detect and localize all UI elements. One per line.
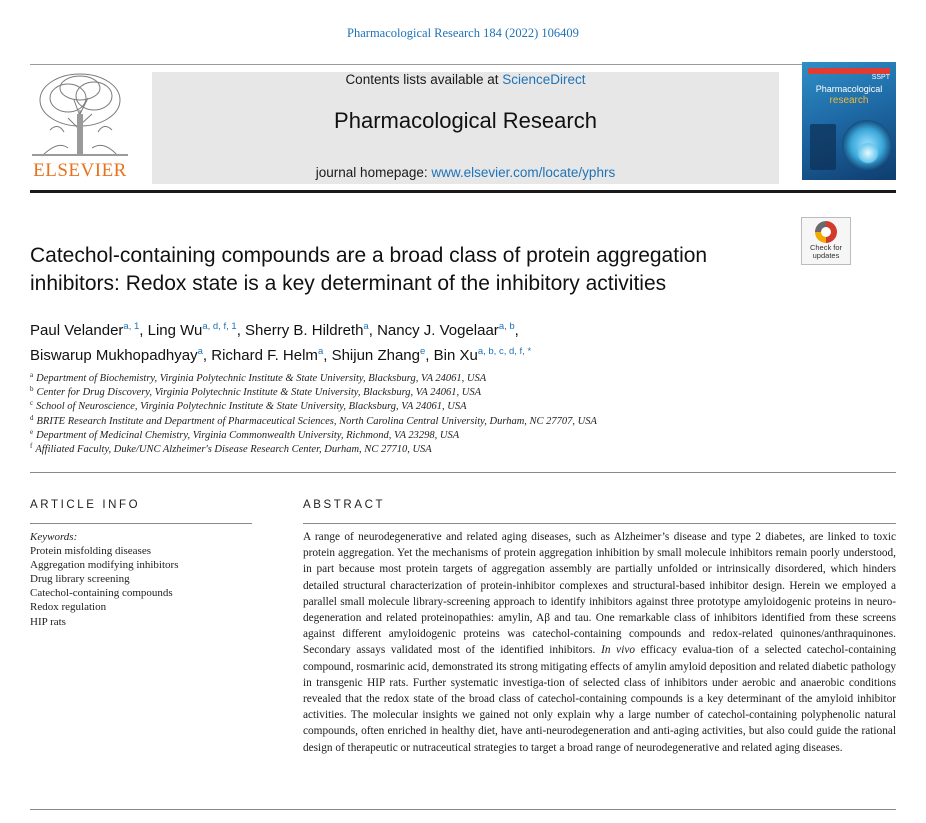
cover-tag: SSPT — [871, 74, 890, 81]
journal-citation[interactable]: Pharmacological Research 184 (2022) 106409 — [347, 26, 579, 40]
author-line2: Biswarup Mukhopadhyay$^a$, Richard F. Helm$^a$, Shijun Zhang$^e$, Bin $Xu^{a, b, c, d, f, *}$ — [30, 346, 532, 364]
affiliation-list — [30, 372, 890, 457]
keyword-item: Redox regulation — [30, 601, 107, 614]
affiliation-text: Center for Drug Discovery, Virginia Polytechnic Institute & State University, Blacksburg, VA 24061, USA — [36, 387, 482, 399]
banner-divider — [30, 190, 896, 193]
article-info-heading: ARTICLE INFO — [30, 499, 141, 511]
journal-cover[interactable] — [802, 62, 896, 180]
article-title-line1: Catechol-containing compounds are a broad class of protein aggregation — [30, 244, 708, 267]
elsevier-logo — [28, 70, 132, 182]
sciencedirect-link[interactable]: ScienceDirect — [502, 72, 586, 87]
cover-graphic — [857, 142, 879, 164]
affiliation-text: Affiliated Faculty, Duke/UNC Alzheimer's Disease Research Center, Durham, NC 27710, USA — [35, 444, 432, 456]
affiliation-item — [30, 429, 890, 443]
affiliation-mark: b — [30, 385, 34, 394]
abstract-part2: efficacy evalua-tion of a selected catechol-containing compound, rosmarinic acid, demonstrated its strong mitigating effects of amylin amyloid deposition and related diabetic pathology in transgenic HIP rats. Further systematic investiga-tion of selected class of inhibitors under aerobic and anaerobic conditions revealed that the redox state of the broad class of catechol-containing compounds is a key determinant of the amyloid inhibitor activities. The molecular insights we gained not only explain why a large number of catechol-containing polyphenolic natural compounds, often enriched in healthy diet, have anti-neurodegeneration and anti-aging activities, but also could guide the rational design of therapeutic or nutraceutical strategies to target a broad range of neurodegenerative and related aging diseases. — [303, 644, 896, 754]
author-affiliation-link[interactable]: a, 1 — [123, 321, 140, 332]
keywords-list — [30, 530, 252, 629]
cover-title-line2: research — [829, 95, 869, 106]
author-name[interactable]: Ling Wu — [147, 322, 203, 339]
check-updates-line2: updates — [812, 251, 840, 260]
journal-homepage — [152, 165, 779, 180]
abstract-heading: ABSTRACT — [303, 499, 386, 511]
check-updates-icon — [815, 221, 837, 243]
author-name[interactable]: Paul Velander — [30, 322, 124, 339]
affiliation-item — [30, 443, 890, 457]
author-affiliation-link[interactable]: a, d, f, 1 — [202, 321, 237, 332]
affiliation-mark: f — [30, 442, 33, 451]
cover-graphic — [810, 124, 836, 170]
section-divider — [30, 472, 896, 473]
affiliation-text: BRITE Research Institute and Department of Pharmaceutical Sciences, North Carolina Central University, Durham, NC 27707, USA — [36, 415, 597, 427]
top-divider — [30, 64, 896, 65]
affiliation-item — [30, 372, 890, 386]
author-name[interactable]: Shijun Zhang — [331, 347, 420, 364]
abstract-part1: A range of neurodegenerative and related aging diseases, such as Alzheimer’s disease and type 2 diabetes, are linked to toxic protein aggregation. Yet the mechanisms of protein aggregation inhibition by small molecule inhibitors remain poorly understood, in part because most protein targets of aggregation assembly are partially unfolded or intrinsically disordered, which hinders detailed structural characterization of protein-inhibitor complexes and structural-based inhibitor design. Herein we employed a parallel small molecule library-screening approach to identify inhibitors against three prototype amyloidogenic proteins in neuro-degeneration and related proteinopathies: amylin, Aβ and tau. One remarkable class of inhibitors identified from these screens against different amyloidogenic proteins was catechol-containing compounds and redox-related quinones/anthraquinones. Secondary assays validated most of the identified inhibitors. — [303, 531, 896, 657]
contents-prefix: Contents lists available at — [345, 72, 503, 87]
author-name[interactable]: Biswarup Mukhopadhyay — [30, 347, 198, 364]
check-for-updates-button[interactable] — [801, 217, 851, 265]
elsevier-tree-icon — [28, 70, 132, 158]
keyword-item: Protein misfolding diseases — [30, 545, 151, 558]
journal-name: Pharmacological Research — [334, 108, 597, 133]
article-title-line2: inhibitors: Redox state is a key determinant of the inhibitory activities — [30, 272, 667, 295]
author-affiliation-link[interactable]: a — [317, 346, 324, 357]
affiliation-mark: d — [30, 413, 34, 422]
cover-title-line1: Pharmacological — [815, 84, 883, 94]
author-affiliation-link[interactable]: a, b, c, d, f, * — [477, 346, 532, 357]
author-affiliation-link[interactable]: a — [363, 321, 369, 332]
affiliation-item — [30, 415, 890, 429]
affiliation-text: School of Neuroscience, Virginia Polytechnic Institute & State University, Blacksburg, VA 24061, USA — [36, 401, 467, 413]
author-line1: Paul Velander$^{a, 1}$, Ling Wu$^{a, d, f, 1}$, Sherry B. Hildreth$^a$, Nancy J. Vogelaar$^{a, b}$, — [30, 321, 519, 339]
abstract-divider — [303, 523, 896, 524]
affiliation-item — [30, 386, 890, 400]
affiliation-text: Department of Medicinal Chemistry, Virginia Commonwealth University, Richmond, VA 23298, USA — [36, 429, 460, 441]
contents-available — [152, 72, 779, 87]
check-updates-label — [802, 244, 850, 260]
author-affiliation-link[interactable]: a — [197, 346, 203, 357]
affiliation-mark: e — [30, 427, 34, 436]
journal-banner — [152, 72, 779, 184]
keyword-item: Drug library screening — [30, 573, 130, 586]
author-affiliation-link[interactable]: a, b — [498, 321, 515, 332]
author-list — [30, 318, 890, 368]
author-affiliation-link[interactable]: e — [419, 346, 426, 357]
affiliation-mark: c — [30, 399, 34, 408]
keyword-item: Aggregation modifying inhibitors — [30, 559, 179, 572]
article-title — [30, 242, 790, 298]
keyword-item: HIP rats — [30, 615, 66, 628]
keywords-label: Keywords: — [30, 531, 78, 543]
author-name[interactable]: Sherry B. Hildreth — [245, 322, 364, 339]
bottom-divider — [30, 809, 896, 810]
keyword-item: Catechol-containing compounds — [30, 587, 173, 600]
homepage-prefix: journal homepage: — [315, 165, 432, 180]
elsevier-wordmark: ELSEVIER — [33, 160, 127, 181]
homepage-link[interactable]: www.elsevier.com/locate/yphrs — [431, 165, 616, 180]
check-updates-line1: Check for — [809, 243, 843, 252]
article-info-divider — [30, 523, 252, 524]
abstract-in-vivo: In vivo — [601, 644, 635, 657]
affiliation-mark: a — [30, 371, 34, 379]
abstract-text — [303, 529, 896, 756]
affiliation-text: Department of Biochemistry, Virginia Polytechnic Institute & State University, Blacksburg, VA 24061, USA — [36, 373, 487, 384]
author-name[interactable]: Nancy J. Vogelaar — [377, 322, 499, 339]
author-name[interactable]: Richard F. Helm — [211, 347, 318, 364]
author-name[interactable]: Bin Xu — [433, 347, 478, 364]
affiliation-item — [30, 400, 890, 414]
